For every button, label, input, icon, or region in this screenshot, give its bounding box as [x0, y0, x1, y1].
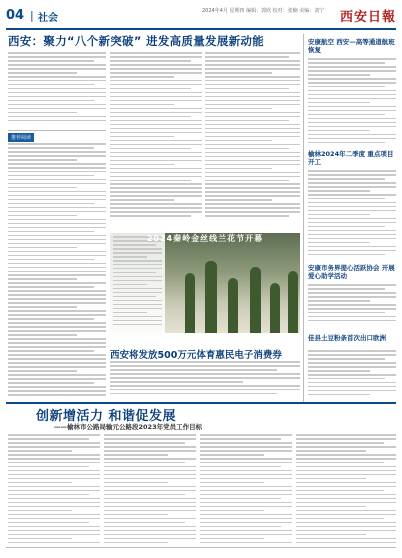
consumption-voucher-article — [110, 361, 300, 399]
header-meta: 2024年4月 星期四 编辑：郭欣 校对：张楠 美编：刘宁 — [202, 8, 325, 14]
consumption-voucher-headline: 西安将发放500万元体育惠民电子消费券 — [110, 350, 282, 361]
right-headline-4: 佳县土豆粉条首次出口欧洲 — [308, 334, 386, 342]
feature-col2 — [104, 434, 196, 546]
lead-article-col2 — [110, 52, 202, 227]
feature-rule — [6, 402, 396, 404]
left-divider — [8, 130, 106, 131]
feature-subtitle: ——榆林市公路局输元公路段2023年党员工作目标 — [54, 423, 203, 431]
photo-caption — [110, 233, 165, 333]
left-column-articles — [8, 143, 106, 398]
right-article-4 — [308, 350, 396, 402]
header-rule — [6, 28, 396, 30]
newspaper-logo: 西安日報 — [339, 10, 396, 25]
feature-col3 — [200, 434, 292, 546]
footer-rule — [6, 547, 396, 548]
lead-article-col1 — [8, 52, 106, 127]
column-rule-right — [303, 34, 304, 402]
feature-headline: 创新增活力 和谐促发展 — [36, 409, 177, 424]
header-separator: | — [30, 9, 34, 22]
recommend-tag: 推荐阅读 — [8, 133, 34, 142]
feature-col1 — [8, 434, 100, 546]
section-name: 社会 — [38, 13, 58, 24]
right-article-2 — [308, 170, 396, 260]
lead-headline: 西安：聚力“八个新突破” 进发高质量发展新动能 — [8, 34, 265, 48]
photo-title: 2024秦岭金丝线兰花节开幕 — [146, 234, 264, 243]
right-article-3 — [308, 284, 396, 328]
feature-col4 — [296, 434, 396, 546]
right-headline-1: 安康航空 西安—高等通道航班恢复 — [308, 38, 395, 54]
right-article-1 — [308, 58, 396, 146]
lead-article-col3 — [205, 52, 300, 227]
page-number: 04 — [6, 8, 25, 23]
masthead — [6, 6, 396, 28]
right-headline-3: 安康市务界提心活跃协会 开展爱心助学活动 — [308, 264, 395, 280]
right-headline-2: 榆林2024年二季度 重点项目开工 — [308, 150, 394, 166]
